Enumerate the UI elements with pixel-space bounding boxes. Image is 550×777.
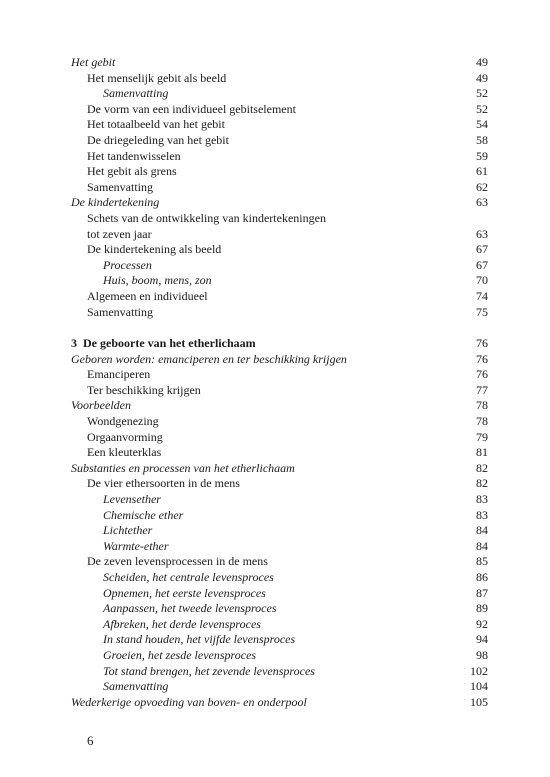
toc-entry-page: 94 (476, 632, 488, 647)
toc-entry (0, 695, 550, 711)
toc-entry-title: Het totaalbeeld van het gebit (87, 117, 225, 132)
toc-entry-title: De kindertekening als beeld (87, 242, 222, 257)
toc-entry-page: 79 (476, 429, 488, 444)
toc-entry (0, 133, 550, 149)
toc-entry-title: Tot stand brengen, het zevende levensproces (103, 663, 315, 678)
toc-entry-title: Samenvatting (87, 304, 153, 319)
toc-entry-title: Voorbeelden (71, 398, 131, 413)
toc-entry-title: Afbreken, het derde levensproces (103, 616, 261, 631)
toc-entry (0, 632, 550, 648)
toc-entry-page: 63 (476, 226, 488, 241)
toc-entry (0, 164, 550, 180)
toc-entry-title: Het tandenwisselen (87, 148, 181, 163)
toc-entry (0, 305, 550, 321)
toc-entry (0, 273, 550, 289)
page-number: 6 (87, 733, 94, 748)
toc-entry-title: Processen (103, 257, 152, 272)
toc-entry-page: 63 (476, 195, 488, 210)
toc-entry-page: 82 (476, 460, 488, 475)
toc-entry-title: Ter beschikking krijgen (87, 382, 201, 397)
toc-section-part1 (0, 55, 550, 320)
toc-entry-page: 86 (476, 570, 488, 584)
toc-entry-page: 58 (476, 132, 488, 147)
chapter-title: De geboorte van het etherlichaam (83, 336, 256, 351)
toc-entry (0, 117, 550, 133)
toc-entry-page: 59 (476, 148, 488, 163)
toc-entry-page: 61 (476, 164, 488, 179)
toc-entry-page: 54 (476, 117, 488, 132)
toc-entry-title: Samenvatting (87, 179, 153, 194)
toc-entry (0, 55, 550, 71)
toc-entry-page: 52 (476, 101, 488, 116)
toc-entry-title: Een kleuterklas (87, 445, 162, 460)
toc-entry-title: De zeven levensprocessen in de mens (87, 554, 268, 569)
toc-entry-page: 87 (476, 585, 488, 600)
toc-entry-title: Wederkerige opvoeding van boven- en onderpool (71, 694, 307, 709)
toc-entry (0, 476, 550, 492)
toc-entry-title: Algemeen en individueel (87, 288, 208, 303)
toc-entry-title: Samenvatting (103, 86, 169, 101)
toc-entry-title: De kindertekening (71, 195, 160, 210)
toc-entry-title: Wondgenezing (87, 414, 159, 429)
toc-entry (0, 383, 550, 399)
toc-entry (0, 227, 550, 243)
toc-entry (0, 586, 550, 602)
toc-entry-page: 102 (470, 663, 488, 678)
toc-entry-page: 83 (476, 507, 488, 522)
toc-entry-page: 105 (470, 694, 488, 709)
toc-entry (0, 492, 550, 508)
toc-entry (0, 601, 550, 617)
toc-entry-title: Lichtether (103, 523, 153, 538)
toc-entry-title: De vier ethersoorten in de mens (87, 476, 240, 491)
toc-entry-page: 52 (476, 86, 488, 101)
toc-entry-page: 98 (476, 647, 488, 662)
toc-entry-title: Huis, boom, mens, zon (103, 273, 212, 288)
toc-entry (0, 289, 550, 305)
toc-entry-page: 85 (476, 554, 488, 569)
toc-entry (0, 523, 550, 539)
toc-entry-page: 67 (476, 242, 488, 257)
toc-entry (0, 554, 550, 570)
toc-entry (0, 679, 550, 695)
toc-entry-title: De driegeleding van het gebit (87, 132, 229, 147)
toc-entry-title: Groeien, het zesde levensproces (103, 647, 257, 662)
toc-entry-title: In stand houden, het vijfde levensproces (103, 632, 296, 647)
toc-entry-title: Samenvatting (103, 679, 169, 694)
toc-entry-page: 77 (476, 382, 488, 397)
toc-entry-title: Substanties en processen van het etherlichaam (71, 460, 295, 475)
toc-entry (0, 211, 550, 227)
toc-entry-page: 81 (476, 445, 488, 460)
toc-entry-title: De vorm van een individueel gebitselement (87, 101, 296, 116)
toc-entry (0, 617, 550, 633)
toc-entry-page: 74 (476, 288, 488, 303)
toc-entry-page: 49 (476, 55, 488, 69)
toc-section-part2 (0, 352, 550, 711)
table-of-contents (0, 55, 550, 710)
toc-entry-title: Het gebit (71, 55, 116, 69)
toc-entry-page: 84 (476, 523, 488, 538)
chapter-page: 76 (476, 336, 488, 351)
toc-entry-page: 70 (476, 273, 488, 288)
toc-entry (0, 242, 550, 258)
toc-entry-title: Scheiden, het centrale levensproces (103, 570, 274, 584)
toc-entry-title: Schets van de ontwikkeling van kindertekeningen (87, 210, 326, 225)
chapter-number: 3 (71, 336, 77, 351)
toc-entry-page: 83 (476, 492, 488, 507)
toc-entry (0, 539, 550, 555)
toc-entry-page: 78 (476, 398, 488, 413)
toc-entry (0, 570, 550, 586)
toc-entry (0, 461, 550, 477)
toc-entry (0, 445, 550, 461)
toc-entry (0, 648, 550, 664)
toc-entry (0, 86, 550, 102)
toc-entry-title: Emanciperen (87, 367, 151, 382)
toc-entry (0, 398, 550, 414)
toc-entry-title: Orgaanvorming (87, 429, 163, 444)
toc-entry (0, 430, 550, 446)
toc-entry-title: Levensether (103, 492, 161, 507)
toc-entry-title: Het gebit als grens (87, 164, 177, 179)
toc-entry-page: 82 (476, 476, 488, 491)
toc-entry (0, 664, 550, 680)
toc-entry-page: 89 (476, 601, 488, 616)
toc-entry-page: 92 (476, 616, 488, 631)
toc-entry-page: 76 (476, 367, 488, 382)
toc-entry (0, 352, 550, 368)
toc-entry-page: 76 (476, 351, 488, 366)
toc-entry-page: 67 (476, 257, 488, 272)
toc-entry (0, 258, 550, 274)
toc-entry (0, 195, 550, 211)
toc-entry (0, 180, 550, 196)
toc-entry-title: Chemische ether (103, 507, 184, 522)
toc-entry (0, 102, 550, 118)
toc-entry (0, 414, 550, 430)
toc-entry (0, 508, 550, 524)
toc-entry-page: 104 (470, 679, 488, 694)
toc-entry-page: 49 (476, 70, 488, 85)
chapter-heading (0, 336, 550, 352)
toc-entry-page: 78 (476, 414, 488, 429)
chapter-heading-text (71, 336, 256, 352)
toc-entry-title: tot zeven jaar (87, 226, 152, 241)
toc-entry (0, 149, 550, 165)
toc-entry-title: Warmte-ether (103, 538, 169, 553)
toc-entry (0, 71, 550, 87)
toc-entry-title: Opnemen, het eerste levensproces (103, 585, 266, 600)
toc-entry (0, 367, 550, 383)
toc-entry-title: Het menselijk gebit als beeld (87, 70, 227, 85)
toc-entry-page: 62 (476, 179, 488, 194)
toc-entry-title: Geboren worden: emanciperen en ter beschikking krijgen (71, 351, 347, 366)
section-gap (0, 320, 550, 336)
toc-entry-title: Aanpassen, het tweede levensproces (103, 601, 277, 616)
toc-entry-page: 75 (476, 304, 488, 319)
toc-entry-page: 84 (476, 538, 488, 553)
